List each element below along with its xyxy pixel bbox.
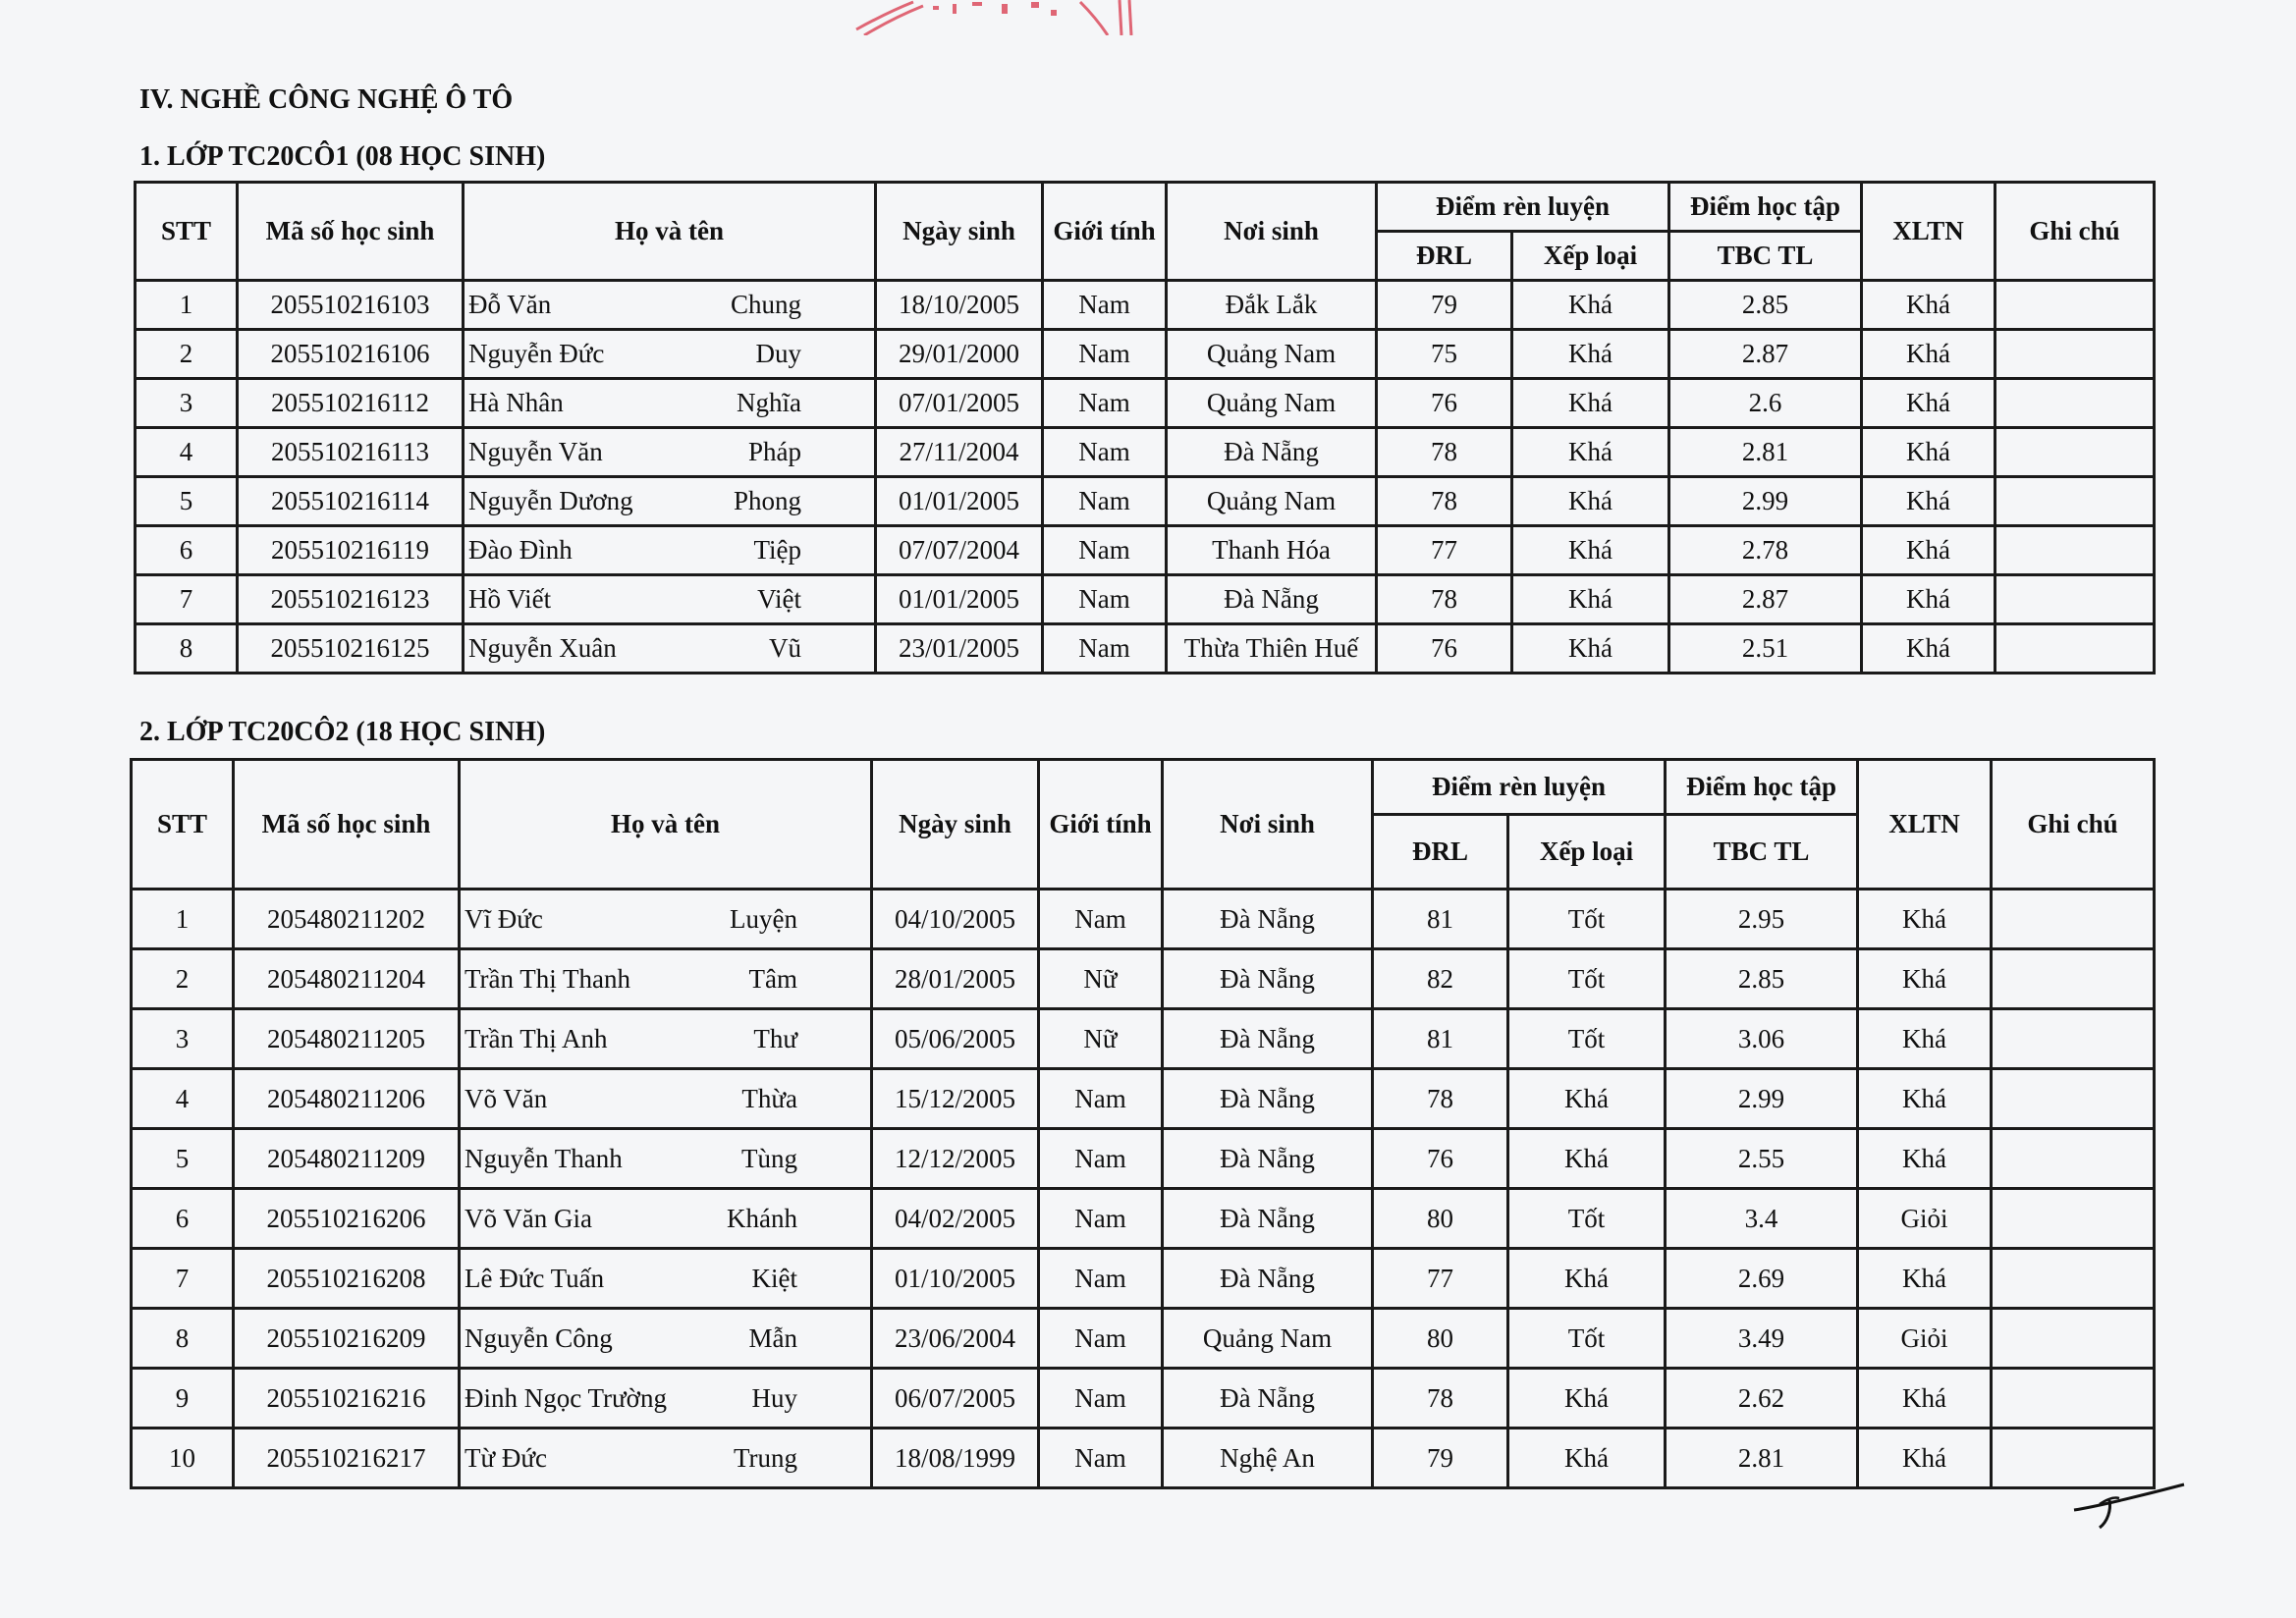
cell-ho: Từ Đức [465, 1442, 547, 1473]
cell-ngay: 06/07/2005 [872, 1369, 1039, 1429]
cell-ho: Hà Nhân [468, 388, 564, 417]
cell-drl: 78 [1377, 477, 1512, 526]
table-row [136, 281, 2155, 330]
cell-tbc: 2.81 [1669, 428, 1862, 477]
cell-ngay: 01/10/2005 [872, 1249, 1039, 1309]
cell-ghichu [1992, 949, 2155, 1009]
cell-ho-ten [460, 1069, 872, 1129]
cell-ma: 205510216103 [238, 281, 464, 330]
cell-noi: Đà Nẵng [1163, 1009, 1373, 1069]
cell-ten: Luyện [730, 903, 797, 934]
cell-xl: Khá [1512, 330, 1669, 379]
cell-tbc: 3.49 [1666, 1309, 1858, 1369]
cell-gt: Nam [1039, 1309, 1163, 1369]
cell-ho-ten [464, 624, 876, 674]
cell-ten: Huy [751, 1382, 797, 1413]
cell-ho: Nguyễn Văn [468, 437, 603, 466]
cell-xl: Khá [1512, 624, 1669, 674]
cell-ngay: 23/06/2004 [872, 1309, 1039, 1369]
cell-stt: 10 [132, 1429, 234, 1488]
cell-drl: 80 [1373, 1189, 1508, 1249]
header-tbc-tl: TBC TL [1669, 232, 1862, 281]
cell-ten: Thừa [741, 1083, 797, 1113]
cell-ma: 205510216112 [238, 379, 464, 428]
cell-ho-ten [460, 890, 872, 949]
cell-ho: Nguyễn Đức [468, 339, 605, 368]
cell-drl: 81 [1373, 890, 1508, 949]
cell-ho-ten [464, 477, 876, 526]
cell-stt: 7 [132, 1249, 234, 1309]
cell-noi: Đà Nẵng [1163, 1069, 1373, 1129]
cell-gt: Nam [1043, 575, 1167, 624]
cell-gt: Nam [1039, 1069, 1163, 1129]
header-ma-so: Mã số học sinh [238, 183, 464, 281]
cell-noi: Quảng Nam [1167, 379, 1377, 428]
cell-ma: 205480211202 [234, 890, 460, 949]
cell-xltn: Khá [1858, 1009, 1992, 1069]
cell-xltn: Giỏi [1858, 1189, 1992, 1249]
cell-gt: Nam [1043, 624, 1167, 674]
cell-tbc: 2.69 [1666, 1249, 1858, 1309]
cell-ma: 205510216114 [238, 477, 464, 526]
cell-ho: Nguyễn Công [465, 1322, 613, 1353]
cell-ho-ten [464, 575, 876, 624]
cell-ho-ten [460, 1009, 872, 1069]
cell-ngay: 04/02/2005 [872, 1189, 1039, 1249]
cell-xltn: Khá [1858, 1069, 1992, 1129]
cell-tbc: 3.4 [1666, 1189, 1858, 1249]
cell-ho-ten [464, 281, 876, 330]
section-title: IV. NGHỀ CÔNG NGHỆ Ô TÔ [139, 84, 514, 115]
cell-xl: Khá [1512, 575, 1669, 624]
header-ngay-sinh: Ngày sinh [876, 183, 1043, 281]
cell-ho: Vĩ Đức [465, 903, 543, 934]
cell-noi: Đà Nẵng [1163, 1369, 1373, 1429]
table-row [136, 526, 2155, 575]
cell-drl: 79 [1373, 1429, 1508, 1488]
cell-gt: Nam [1043, 379, 1167, 428]
cell-stt: 7 [136, 575, 238, 624]
table-row [132, 1309, 2155, 1369]
cell-ten: Phong [733, 486, 801, 515]
cell-ho: Võ Văn [465, 1083, 548, 1113]
cell-xl: Khá [1508, 1249, 1666, 1309]
cell-ten: Nghĩa [737, 388, 801, 417]
class-2-title: 2. LỚP TC20CÔ2 (18 HỌC SINH) [139, 717, 546, 747]
header-tbc-tl: TBC TL [1666, 815, 1858, 890]
cell-ten: Tâm [748, 963, 797, 994]
cell-noi: Đà Nẵng [1163, 1249, 1373, 1309]
cell-ho: Trần Thị Anh [465, 1023, 608, 1053]
cell-drl: 80 [1373, 1309, 1508, 1369]
header-xep-loai: Xếp loại [1508, 815, 1666, 890]
cell-noi: Đà Nẵng [1167, 575, 1377, 624]
cell-xl: Khá [1508, 1069, 1666, 1129]
table-row [132, 1429, 2155, 1488]
cell-ma: 205510216206 [234, 1189, 460, 1249]
cell-xltn: Khá [1862, 477, 1995, 526]
cell-noi: Đà Nẵng [1167, 428, 1377, 477]
cell-xltn: Khá [1862, 624, 1995, 674]
cell-ho: Đào Đình [468, 535, 573, 565]
cell-ghichu [1992, 1189, 2155, 1249]
cell-ho-ten [464, 526, 876, 575]
cell-ghichu [1995, 379, 2155, 428]
cell-drl: 76 [1377, 624, 1512, 674]
cell-ngay: 28/01/2005 [872, 949, 1039, 1009]
cell-ten: Duy [755, 339, 801, 368]
table-row [132, 1129, 2155, 1189]
cell-ho-ten [460, 949, 872, 1009]
cell-ghichu [1992, 1129, 2155, 1189]
header-ghi-chu: Ghi chú [1992, 760, 2155, 890]
cell-ma: 205510216119 [238, 526, 464, 575]
header-drl: ĐRL [1377, 232, 1512, 281]
cell-noi: Quảng Nam [1167, 330, 1377, 379]
cell-stt: 6 [132, 1189, 234, 1249]
cell-gt: Nam [1039, 1189, 1163, 1249]
class-1-table [134, 181, 2156, 674]
cell-ho: Trần Thị Thanh [465, 963, 631, 994]
header-stt: STT [132, 760, 234, 890]
cell-stt: 3 [132, 1009, 234, 1069]
cell-gt: Nam [1039, 1369, 1163, 1429]
cell-tbc: 2.85 [1669, 281, 1862, 330]
cell-gt: Nam [1043, 477, 1167, 526]
cell-drl: 76 [1377, 379, 1512, 428]
cell-ho-ten [460, 1189, 872, 1249]
cell-drl: 76 [1373, 1129, 1508, 1189]
cell-ten: Việt [757, 584, 801, 614]
cell-tbc: 2.99 [1669, 477, 1862, 526]
table-row [136, 330, 2155, 379]
cell-ghichu [1995, 281, 2155, 330]
cell-ho: Nguyễn Xuân [468, 633, 617, 663]
cell-xl: Khá [1508, 1369, 1666, 1429]
cell-ten: Tùng [741, 1143, 797, 1173]
cell-ngay: 27/11/2004 [876, 428, 1043, 477]
cell-drl: 77 [1373, 1249, 1508, 1309]
cell-xl: Khá [1508, 1129, 1666, 1189]
cell-noi: Đà Nẵng [1163, 1129, 1373, 1189]
cell-xltn: Khá [1858, 1429, 1992, 1488]
cell-ho-ten [464, 428, 876, 477]
table-row [136, 428, 2155, 477]
cell-ten: Tiệp [753, 535, 801, 565]
cell-gt: Nam [1043, 330, 1167, 379]
table-row [132, 1369, 2155, 1429]
cell-ho: Lê Đức Tuấn [465, 1263, 605, 1293]
cell-ngay: 18/10/2005 [876, 281, 1043, 330]
cell-ghichu [1992, 1009, 2155, 1069]
cell-tbc: 2.78 [1669, 526, 1862, 575]
table-row [136, 575, 2155, 624]
cell-noi: Đà Nẵng [1163, 890, 1373, 949]
class-2-table [130, 758, 2156, 1489]
header-xep-loai: Xếp loại [1512, 232, 1669, 281]
cell-stt: 3 [136, 379, 238, 428]
cell-ma: 205510216209 [234, 1309, 460, 1369]
cell-noi: Quảng Nam [1167, 477, 1377, 526]
cell-ghichu [1992, 1069, 2155, 1129]
cell-ma: 205480211206 [234, 1069, 460, 1129]
cell-ho-ten [460, 1309, 872, 1369]
cell-drl: 78 [1377, 575, 1512, 624]
cell-ngay: 07/01/2005 [876, 379, 1043, 428]
cell-noi: Đà Nẵng [1163, 949, 1373, 1009]
table-row [132, 890, 2155, 949]
cell-xl: Khá [1512, 428, 1669, 477]
cell-xl: Khá [1512, 281, 1669, 330]
signature-mark-icon [2070, 1471, 2188, 1530]
cell-drl: 79 [1377, 281, 1512, 330]
cell-stt: 5 [132, 1129, 234, 1189]
header-ma-so: Mã số học sinh [234, 760, 460, 890]
cell-ngay: 04/10/2005 [872, 890, 1039, 949]
cell-noi: Nghệ An [1163, 1429, 1373, 1488]
cell-ten: Mẫn [748, 1322, 797, 1353]
cell-xltn: Giỏi [1858, 1309, 1992, 1369]
table-row [132, 1249, 2155, 1309]
cell-ma: 205510216125 [238, 624, 464, 674]
cell-ho-ten [460, 1249, 872, 1309]
cell-xltn: Khá [1858, 1129, 1992, 1189]
cell-xltn: Khá [1862, 330, 1995, 379]
header-ghi-chu: Ghi chú [1995, 183, 2155, 281]
red-stamp-fragment-icon [854, 0, 1139, 35]
header-noi-sinh: Nơi sinh [1167, 183, 1377, 281]
cell-ghichu [1992, 890, 2155, 949]
cell-stt: 4 [136, 428, 238, 477]
cell-ho: Nguyễn Dương [468, 486, 633, 515]
header-ho-ten: Họ và tên [464, 183, 876, 281]
cell-xl: Tốt [1508, 1009, 1666, 1069]
cell-gt: Nam [1039, 890, 1163, 949]
cell-ho-ten [460, 1429, 872, 1488]
cell-ho-ten [460, 1369, 872, 1429]
cell-ho: Đỗ Văn [468, 290, 552, 319]
cell-ngay: 05/06/2005 [872, 1009, 1039, 1069]
cell-drl: 82 [1373, 949, 1508, 1009]
cell-ngay: 15/12/2005 [872, 1069, 1039, 1129]
cell-ngay: 01/01/2005 [876, 477, 1043, 526]
cell-ghichu [1992, 1309, 2155, 1369]
cell-gt: Nam [1039, 1249, 1163, 1309]
cell-xl: Tốt [1508, 1189, 1666, 1249]
cell-gt: Nữ [1039, 1009, 1163, 1069]
cell-stt: 2 [132, 949, 234, 1009]
table-row [136, 477, 2155, 526]
header-xltn: XLTN [1862, 183, 1995, 281]
cell-xltn: Khá [1858, 1249, 1992, 1309]
cell-ma: 205480211204 [234, 949, 460, 1009]
cell-xltn: Khá [1862, 526, 1995, 575]
cell-ten: Kiệt [751, 1263, 797, 1293]
table-row [136, 379, 2155, 428]
cell-tbc: 2.87 [1669, 330, 1862, 379]
cell-ten: Chung [730, 290, 801, 319]
cell-xl: Khá [1512, 526, 1669, 575]
cell-tbc: 2.55 [1666, 1129, 1858, 1189]
header-drl: ĐRL [1373, 815, 1508, 890]
cell-noi: Đắk Lắk [1167, 281, 1377, 330]
cell-noi: Quảng Nam [1163, 1309, 1373, 1369]
cell-stt: 2 [136, 330, 238, 379]
cell-ngay: 07/07/2004 [876, 526, 1043, 575]
cell-ten: Trung [733, 1442, 797, 1473]
header-ho-ten: Họ và tên [460, 760, 872, 890]
cell-tbc: 2.51 [1669, 624, 1862, 674]
cell-ma: 205480211209 [234, 1129, 460, 1189]
cell-xltn: Khá [1862, 281, 1995, 330]
cell-ngay: 29/01/2000 [876, 330, 1043, 379]
cell-stt: 4 [132, 1069, 234, 1129]
cell-ma: 205510216113 [238, 428, 464, 477]
header-diem-ren-luyen: Điểm rèn luyện [1377, 183, 1669, 232]
cell-drl: 78 [1373, 1069, 1508, 1129]
table-row [132, 1189, 2155, 1249]
cell-gt: Nam [1039, 1429, 1163, 1488]
cell-ghichu [1995, 477, 2155, 526]
cell-gt: Nam [1043, 526, 1167, 575]
cell-drl: 77 [1377, 526, 1512, 575]
cell-ghichu [1995, 428, 2155, 477]
cell-ma: 205480211205 [234, 1009, 460, 1069]
cell-stt: 6 [136, 526, 238, 575]
cell-drl: 81 [1373, 1009, 1508, 1069]
cell-ghichu [1995, 526, 2155, 575]
cell-tbc: 3.06 [1666, 1009, 1858, 1069]
cell-xltn: Khá [1862, 428, 1995, 477]
cell-xl: Tốt [1508, 1309, 1666, 1369]
cell-tbc: 2.85 [1666, 949, 1858, 1009]
cell-ma: 205510216123 [238, 575, 464, 624]
cell-noi: Đà Nẵng [1163, 1189, 1373, 1249]
class-1-title: 1. LỚP TC20CÔ1 (08 HỌC SINH) [139, 141, 546, 172]
header-gioi-tinh: Giới tính [1039, 760, 1163, 890]
cell-xltn: Khá [1858, 949, 1992, 1009]
cell-ho: Đinh Ngọc Trường [465, 1382, 667, 1413]
cell-gt: Nam [1039, 1129, 1163, 1189]
cell-xl: Tốt [1508, 949, 1666, 1009]
cell-drl: 78 [1377, 428, 1512, 477]
cell-tbc: 2.99 [1666, 1069, 1858, 1129]
cell-tbc: 2.62 [1666, 1369, 1858, 1429]
cell-ma: 205510216217 [234, 1429, 460, 1488]
cell-gt: Nữ [1039, 949, 1163, 1009]
header-noi-sinh: Nơi sinh [1163, 760, 1373, 890]
cell-gt: Nam [1043, 281, 1167, 330]
cell-ten: Khánh [727, 1203, 797, 1233]
cell-ho-ten [464, 379, 876, 428]
cell-ho: Nguyễn Thanh [465, 1143, 623, 1173]
cell-ghichu [1995, 624, 2155, 674]
cell-stt: 1 [132, 890, 234, 949]
cell-ngay: 18/08/1999 [872, 1429, 1039, 1488]
header-diem-ren-luyen: Điểm rèn luyện [1373, 760, 1666, 815]
header-gioi-tinh: Giới tính [1043, 183, 1167, 281]
cell-drl: 75 [1377, 330, 1512, 379]
cell-ho-ten [464, 330, 876, 379]
cell-tbc: 2.87 [1669, 575, 1862, 624]
cell-ten: Pháp [748, 437, 801, 466]
cell-tbc: 2.95 [1666, 890, 1858, 949]
cell-ngay: 12/12/2005 [872, 1129, 1039, 1189]
table-row [132, 1009, 2155, 1069]
cell-tbc: 2.6 [1669, 379, 1862, 428]
cell-xltn: Khá [1862, 575, 1995, 624]
table-row [136, 624, 2155, 674]
cell-ten: Vũ [769, 633, 801, 663]
cell-xl: Khá [1512, 477, 1669, 526]
cell-xl: Khá [1512, 379, 1669, 428]
cell-xl: Khá [1508, 1429, 1666, 1488]
cell-noi: Thừa Thiên Huế [1167, 624, 1377, 674]
cell-ghichu [1992, 1249, 2155, 1309]
cell-drl: 78 [1373, 1369, 1508, 1429]
cell-stt: 8 [136, 624, 238, 674]
cell-ma: 205510216106 [238, 330, 464, 379]
cell-ngay: 01/01/2005 [876, 575, 1043, 624]
cell-gt: Nam [1043, 428, 1167, 477]
cell-xltn: Khá [1858, 1369, 1992, 1429]
cell-ten: Thư [753, 1023, 797, 1053]
cell-ho: Hồ Viết [468, 584, 552, 614]
cell-xltn: Khá [1858, 890, 1992, 949]
cell-ma: 205510216208 [234, 1249, 460, 1309]
cell-ghichu [1995, 330, 2155, 379]
cell-xl: Tốt [1508, 890, 1666, 949]
cell-stt: 5 [136, 477, 238, 526]
cell-ma: 205510216216 [234, 1369, 460, 1429]
cell-tbc: 2.81 [1666, 1429, 1858, 1488]
header-diem-hoc-tap: Điểm học tập [1669, 183, 1862, 232]
cell-stt: 9 [132, 1369, 234, 1429]
cell-noi: Thanh Hóa [1167, 526, 1377, 575]
cell-ngay: 23/01/2005 [876, 624, 1043, 674]
header-diem-hoc-tap: Điểm học tập [1666, 760, 1858, 815]
header-ngay-sinh: Ngày sinh [872, 760, 1039, 890]
cell-ghichu [1992, 1369, 2155, 1429]
cell-xltn: Khá [1862, 379, 1995, 428]
cell-stt: 8 [132, 1309, 234, 1369]
cell-ho-ten [460, 1129, 872, 1189]
header-stt: STT [136, 183, 238, 281]
cell-ho: Võ Văn Gia [465, 1203, 592, 1233]
table-row [132, 1069, 2155, 1129]
cell-stt: 1 [136, 281, 238, 330]
header-xltn: XLTN [1858, 760, 1992, 890]
table-row [132, 949, 2155, 1009]
cell-ghichu [1995, 575, 2155, 624]
